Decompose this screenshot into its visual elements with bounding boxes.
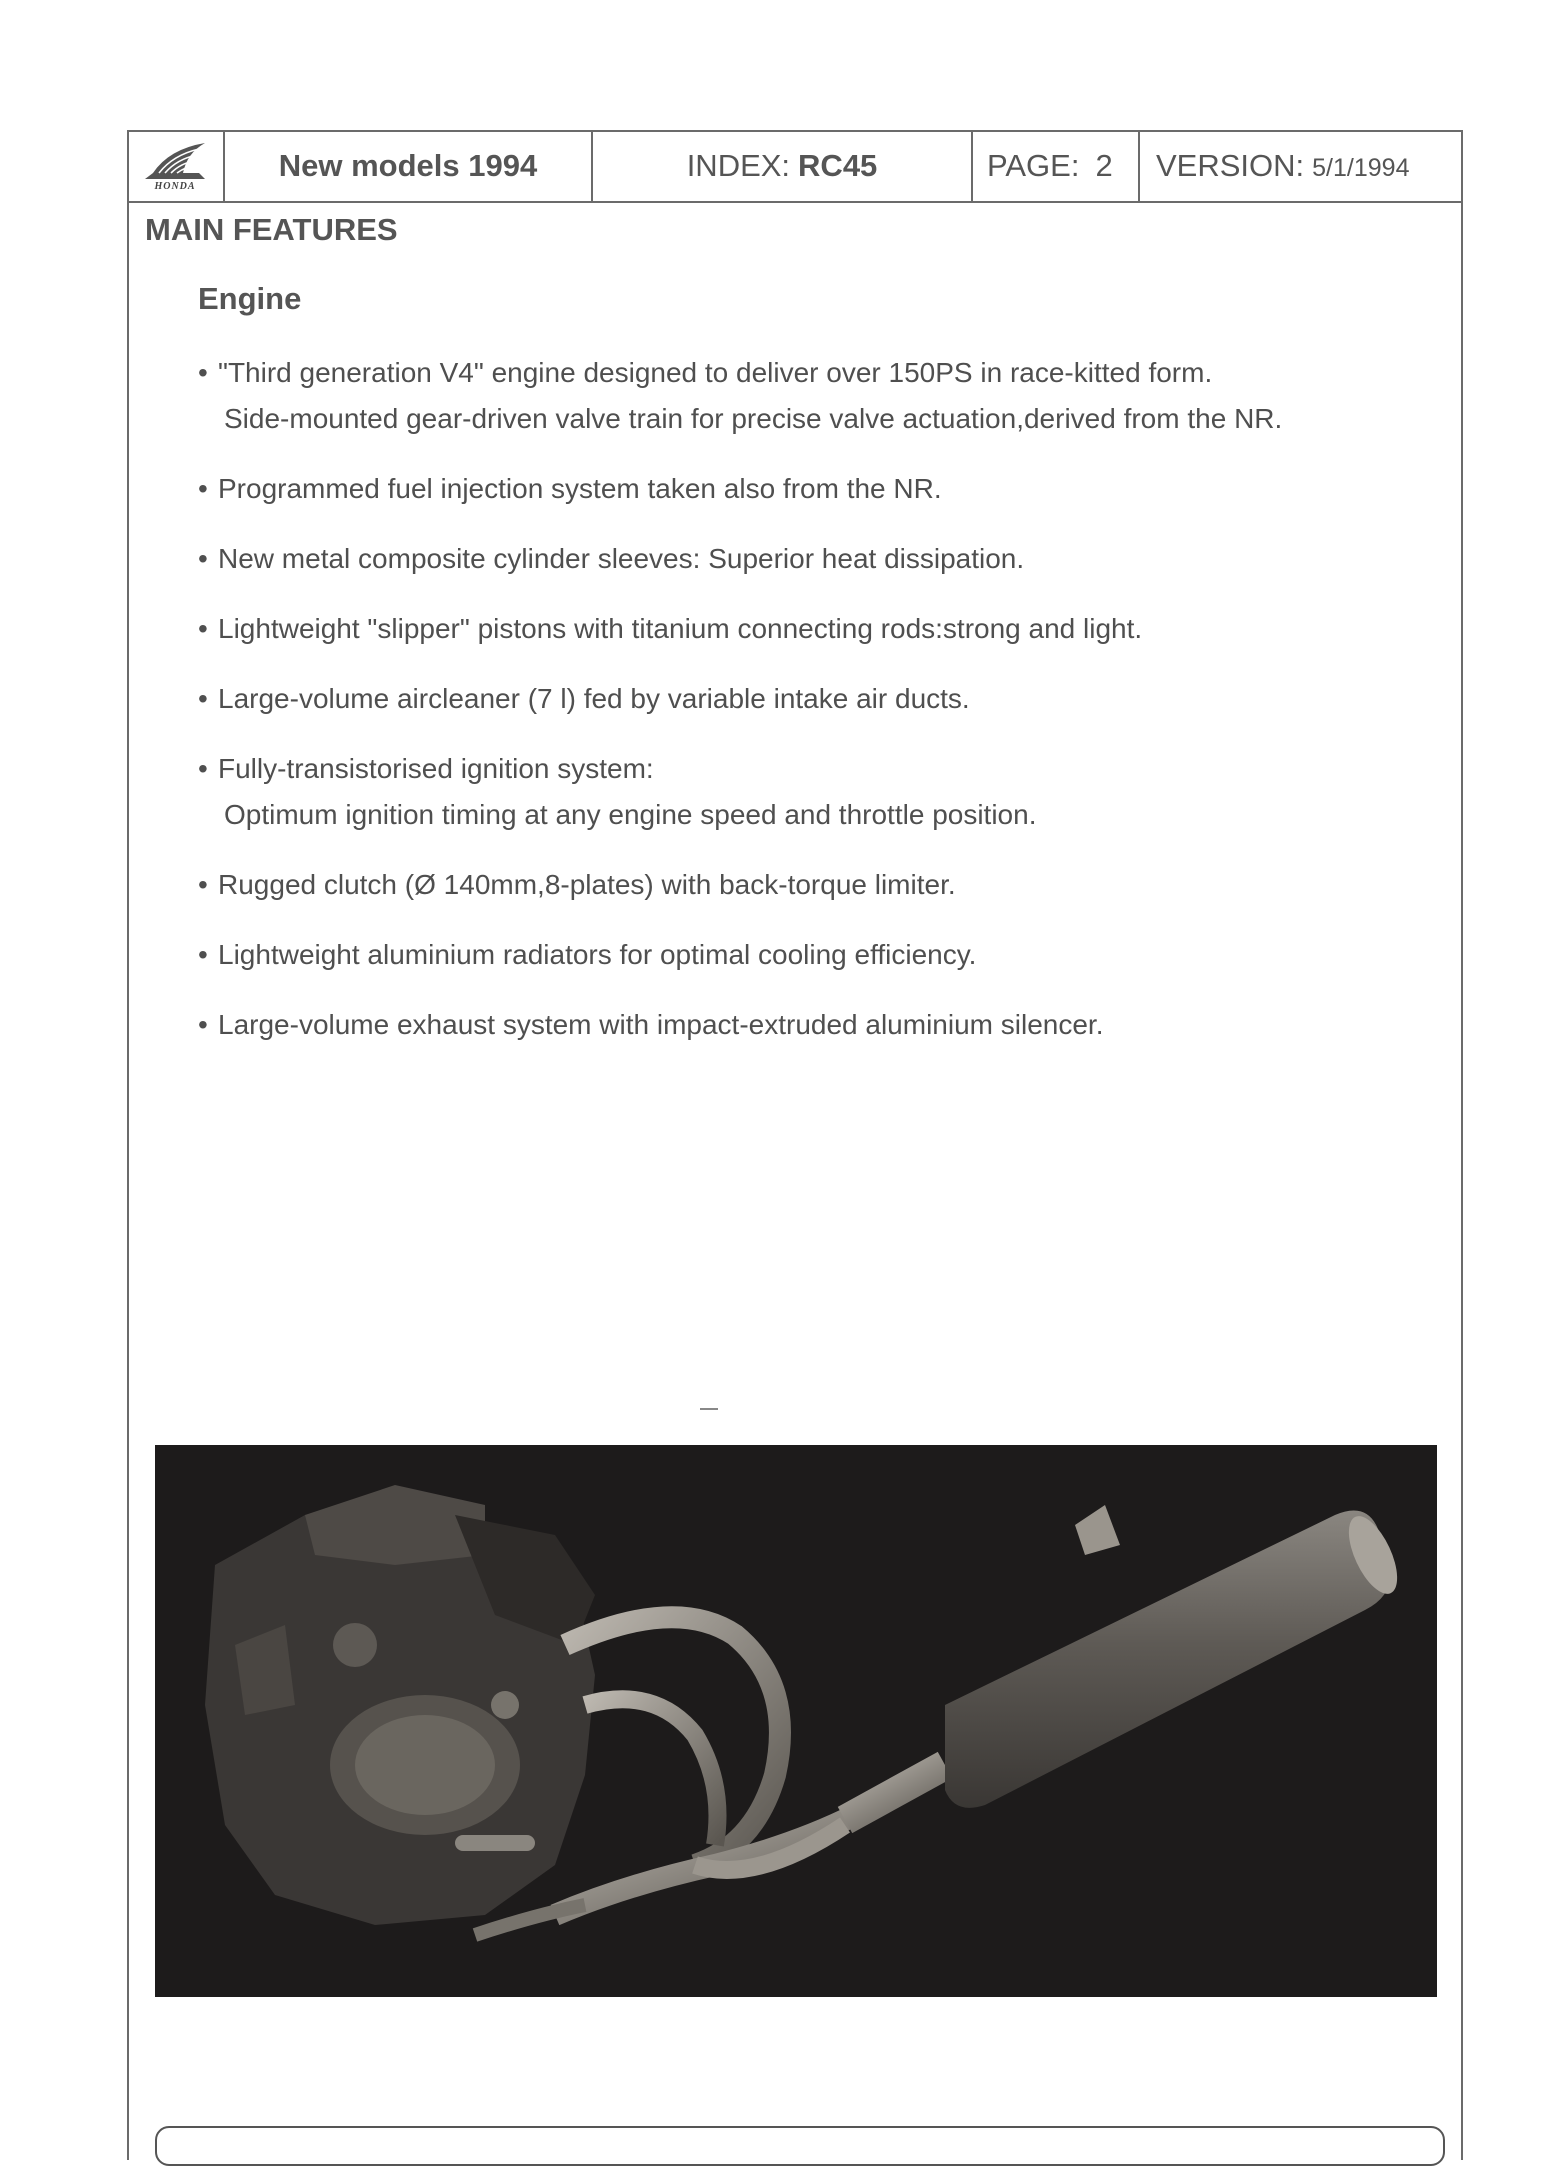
page-label: PAGE: (987, 147, 1080, 183)
feature-item: • New metal composite cylinder sleeves: Superior heat dissipation. (198, 536, 1438, 582)
feature-item: • Large-volume aircleaner (7 l) fed by variable intake air ducts. (198, 676, 1438, 722)
feature-item: • Rugged clutch (Ø 140mm,8-plates) with back-torque limiter. (198, 862, 1438, 908)
scan-mark (700, 1408, 718, 1410)
engine-photo (155, 1445, 1437, 1997)
feature-item: • Fully-transistorised ignition system: Optimum ignition timing at any engine speed and throttle position. (198, 746, 1438, 838)
version-value: 5/1/1994 (1312, 153, 1410, 182)
honda-wing-icon (139, 139, 211, 183)
page-number: 2 (1095, 147, 1113, 183)
feature-list (198, 350, 1438, 1072)
index-cell (593, 130, 973, 201)
version-label: VERSION: (1156, 147, 1305, 183)
footer-disclaimer-box (155, 2126, 1445, 2166)
index-label: INDEX: (686, 147, 791, 183)
main-features-heading: MAIN FEATURES (145, 212, 398, 247)
models-title: New models 1994 (225, 130, 593, 201)
engine-exhaust-illustration (155, 1445, 1437, 1997)
version-cell (1140, 130, 1463, 201)
index-value: RC45 (798, 147, 878, 183)
feature-item: • Programmed fuel injection system taken also from the NR. (198, 466, 1438, 512)
feature-item: • Large-volume exhaust system with impact-extruded aluminium silencer. (198, 1002, 1438, 1048)
feature-item: • Lightweight aluminium radiators for optimal cooling efficiency. (198, 932, 1438, 978)
page-cell (973, 130, 1140, 201)
logo-word: HONDA (154, 181, 196, 192)
honda-logo (127, 130, 225, 201)
engine-section-title: Engine (198, 281, 302, 316)
feature-item: • Lightweight "slipper" pistons with titanium connecting rods:strong and light. (198, 606, 1438, 652)
feature-item: • "Third generation V4" engine designed to deliver over 150PS in race-kitted form. Side-mounted gear-driven valve train for precise valve actuation,derived from the NR. (198, 350, 1438, 442)
header-table (127, 130, 1463, 203)
